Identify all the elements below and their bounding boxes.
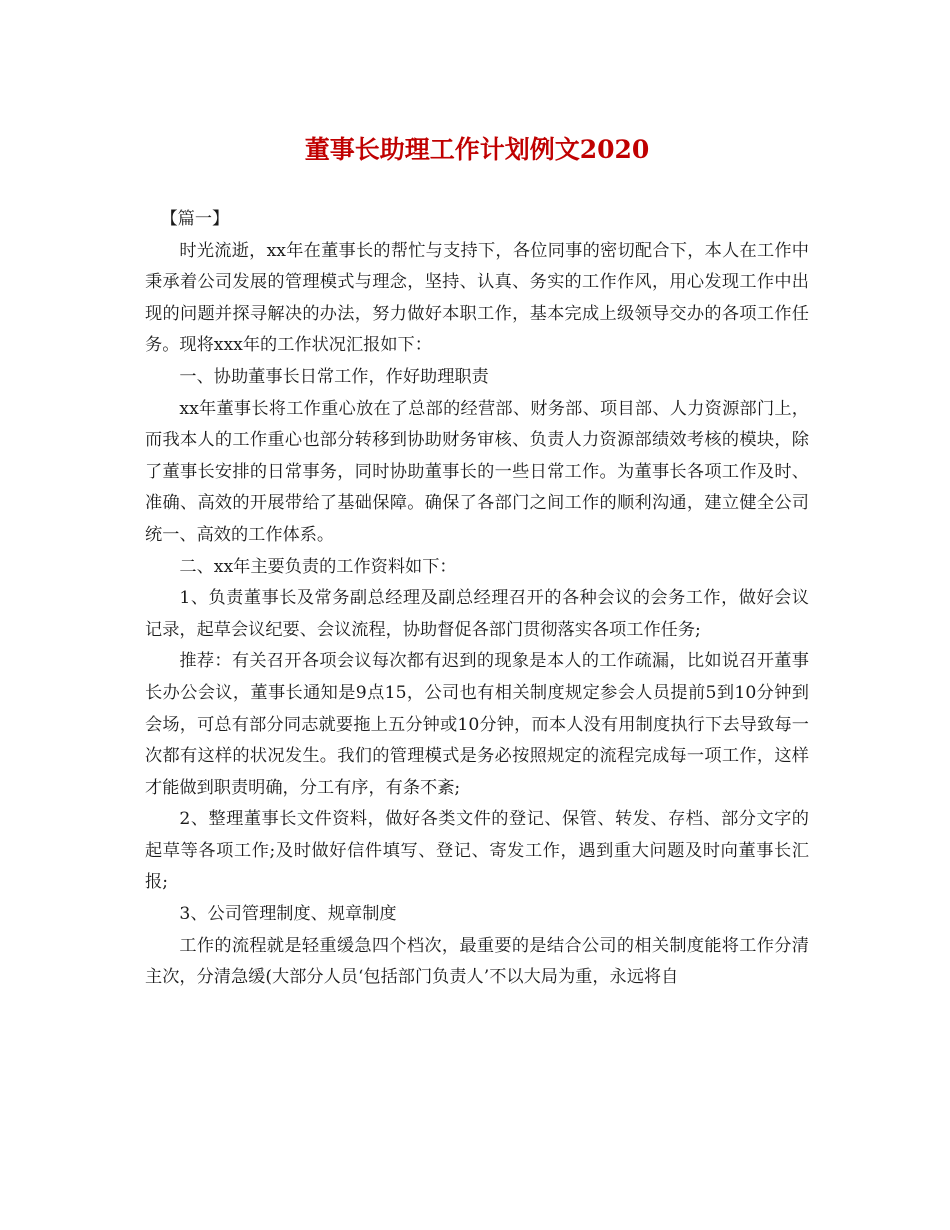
paragraph-item-3: 3、公司管理制度、规章制度 [179, 904, 397, 925]
paragraph-intro: 时光流逝，xx年在董事长的帮忙与支持下，各位同事的密切配合下，本人在工作中秉承着公司发展的管理模式与理念，坚持、认真、务实的工作作风，用心发现工作中出现的问题并探寻解决的办法，努力做好本职工作，基本完成上级领导交办的各项工作任务。现将xxx年的工作状况汇报如下： [145, 240, 809, 356]
paragraph-focus: xx年董事长将工作重心放在了总部的经营部、财务部、项目部、人力资源部门上，而我本人的工作重心也部分转移到协助财务审核、负责人力资源部绩效考核的模块，除了董事长安排的日常事务，同时协助董事长的一些日常工作。为董事长各项工作及时、准确、高效的开展带给了基础保障。确保了各部门之间工作的顺利沟通，建立健全公司统一、高效的工作体系。 [145, 398, 809, 545]
document-title: 董事长助理工作计划例文2020 [304, 135, 650, 164]
section-label: 【篇一】 [160, 209, 230, 229]
paragraph-recommendation: 推荐：有关召开各项会议每次都有迟到的现象是本人的工作疏漏，比如说召开董事长办公会议，董事长通知是9点15，公司也有相关制度规定参会人员提前5到10分钟到会场，可总有部分同志就要拖上五分钟或10分钟，而本人没有用制度执行下去导致每一次都有这样的状况发生。我们的管理模式是务必按照规定的流程完成每一项工作，这样才能做到职责明确，分工有序，有条不紊; [145, 651, 809, 798]
paragraph-item-2: 2、整理董事长文件资料，做好各类文件的登记、保管、转发、存档、部分文字的起草等各项工作;及时做好信件填写、登记、寄发工作，遇到重大问题及时向董事长汇报; [145, 809, 809, 893]
paragraph-workflow: 工作的流程就是轻重缓急四个档次，最重要的是结合公司的相关制度能将工作分清主次，分清急缓(大部分人员‘包括部门负责人’不以大局为重，永远将自 [145, 935, 809, 988]
document-body [145, 204, 809, 994]
heading-one: 一、协助董事长日常工作，作好助理职责 [179, 366, 489, 387]
heading-two: 二、xx年主要负责的工作资料如下： [179, 556, 457, 577]
paragraph-item-1: 1、负责董事长及常务副总经理及副总经理召开的各种会议的会务工作，做好会议记录，起草会议纪要、会议流程，协助督促各部门贯彻落实各项工作任务; [145, 588, 809, 640]
